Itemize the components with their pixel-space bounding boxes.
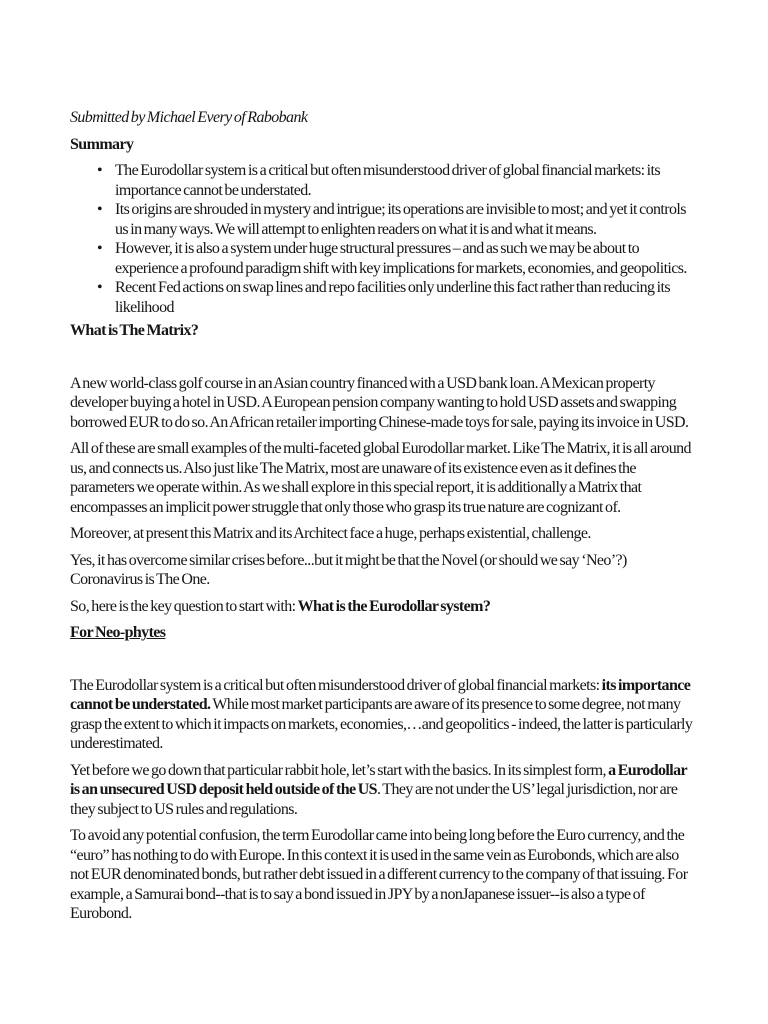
paragraph-moreover: Moreover, at present this Matrix and its Architect face a huge, perhaps existential, challenge. bbox=[70, 525, 591, 542]
paragraph-rabbit-hole bbox=[70, 761, 698, 820]
understated-suffix: While most market participants are aware of its presence to some degree, not many grasp the extent to which it impacts on markets, economies,…and geopolitics - indeed, the latter is particularly underestimated. bbox=[70, 696, 693, 752]
summary-bullet: • The Eurodollar system is a critical but often misunderstood driver of global financial markets: its importance cannot be understated. bbox=[95, 161, 698, 200]
byline: Submitted by Michael Every of Rabobank bbox=[70, 109, 308, 126]
paragraph-key-question bbox=[70, 597, 698, 617]
understated-bold: its importance cannot be understated. bbox=[70, 676, 691, 713]
paragraph-euro-term: To avoid any potential confusion, the term Eurodollar came into being long before the Euro currency, and the “euro” has nothing to do with Europe. In this context it is used in the same vein as Eurobonds, which are also not EUR denominated bonds, but rather debt issued in a different currency to the company of that issuing. For example, a Samurai bond--that is to say a bond issued in JPY by a nonJapanese issuer--is also a type of Eurobond. bbox=[70, 827, 688, 922]
paragraph-matrix-examples: All of these are small examples of the multi-faceted global Eurodollar market. Like The Matrix, it is all around us, and connects us. Also just like The Matrix, most are unaware of its existence even as it defines the parameters we operate within. As we shall explore in this special report, it is additionally a Matrix that encompasses an implicit power struggle that only those who grasp its true nature are cognizant of. bbox=[70, 440, 691, 516]
rabbit-hole-prefix: Yet before we go down that particular rabbit hole, let’s start with the basics. In its simplest form, bbox=[70, 761, 609, 779]
summary-bullet: • However, it is also a system under huge structural pressures – and as such we may be about to experience a profound paradigm shift with key implications for markets, economies, and geopolitics. bbox=[95, 239, 698, 278]
summary-heading: Summary bbox=[70, 135, 134, 153]
understated-prefix: The Eurodollar system is a critical but often misunderstood driver of global financial markets: bbox=[70, 676, 602, 694]
neophytes-heading: For Neo-phytes bbox=[70, 624, 166, 641]
summary-bullet: • Its origins are shrouded in mystery and intrigue; its operations are invisible to most; and yet it controls us in many ways. We will attempt to enlighten readers on what it is and what it means. bbox=[95, 200, 698, 239]
paragraph-crises: Yes, it has overcome similar crises before...but it might be that the Novel (or should we say ‘Neo’?) Coronavirus is The One. bbox=[70, 551, 627, 588]
summary-bullet-list bbox=[70, 161, 698, 317]
rabbit-hole-bold: a Eurodollar is an unsecured USD deposit held outside of the US bbox=[70, 761, 687, 798]
rabbit-hole-suffix: . They are not under the US’ legal jurisdiction, nor are they subject to US rules and regulations. bbox=[70, 781, 678, 818]
key-question-bold: What is the Eurodollar system? bbox=[297, 597, 491, 615]
paragraph-golf-examples: A new world-class golf course in an Asian country financed with a USD bank loan. A Mexican property developer buying a hotel in USD. A European pension company wanting to hold USD assets and swapping borrowed EUR to do so. An African retailer importing Chinese-made toys for sale, paying its invoice in USD. bbox=[70, 374, 689, 431]
key-question-text: So, here is the key question to start with: bbox=[70, 597, 298, 615]
summary-bullet: • Recent Fed actions on swap lines and repo facilities only underline this fact rather than reducing its likelihood bbox=[95, 278, 698, 317]
matrix-heading: What is The Matrix? bbox=[70, 322, 199, 339]
paragraph-understated bbox=[70, 676, 698, 754]
